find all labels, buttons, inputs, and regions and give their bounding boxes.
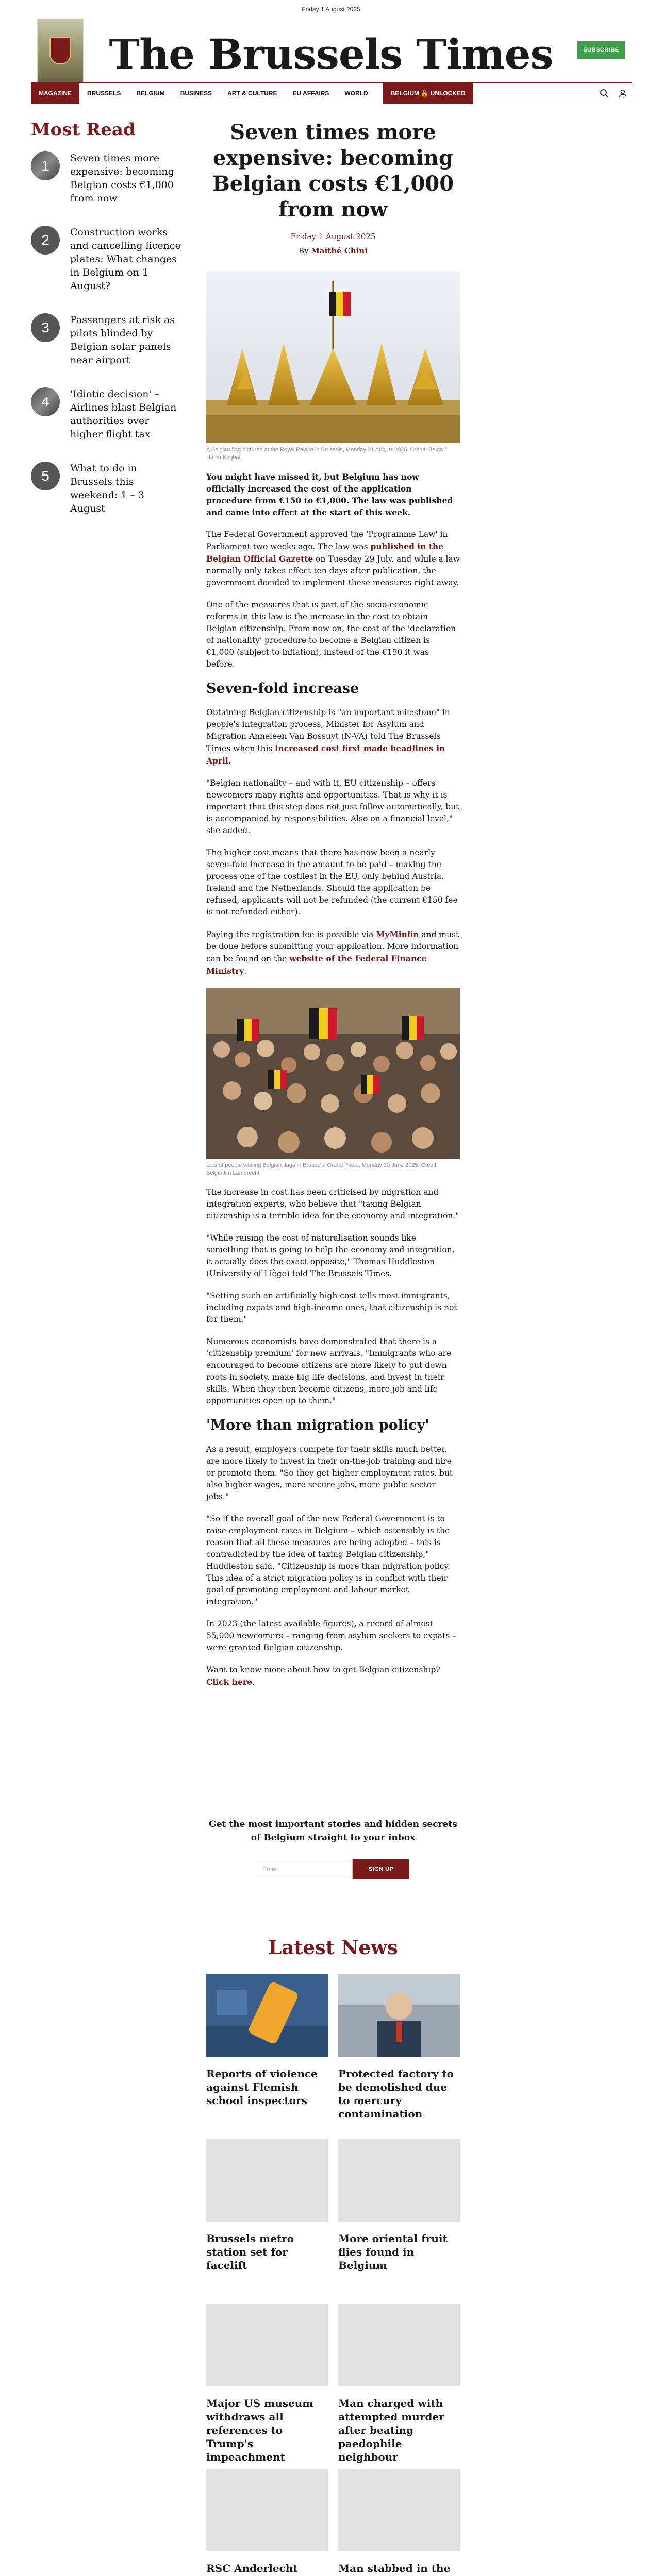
news-title[interactable]: RSC Anderlecht bbox=[206, 2562, 298, 2574]
article-paragraph: Numerous economists have demonstrated that there is a 'citizenship premium' for new arrivals. "Immigrants who are encouraged to become citizens are more likely to put down roots in society, make big life decisions, and invest in their skills. When they then become citizens, more job and life opportunities open up to them." bbox=[206, 1337, 452, 1405]
latest-news bbox=[206, 1936, 460, 2576]
article-paragraph: Want to know more about how to get Belgian citizenship? Click here. bbox=[206, 1665, 440, 1687]
click-here-link[interactable]: Click here bbox=[206, 1677, 252, 1687]
news-thumb[interactable] bbox=[338, 2139, 460, 2222]
article bbox=[206, 120, 460, 1699]
article-paragraph: In 2023 (the latest available figures), a record of almost 55,000 newcomers – ranging from asylum seekers to expats – were granted Belgian citizenship. bbox=[206, 1619, 456, 1652]
news-card[interactable] bbox=[338, 2304, 460, 2469]
site-logo[interactable]: The Brussels Times bbox=[109, 30, 553, 78]
news-card[interactable] bbox=[206, 2469, 328, 2576]
news-title[interactable]: More oriental fruit flies found in Belgium bbox=[338, 2232, 448, 2272]
april-headlines-link[interactable]: increased cost first made headlines in April bbox=[206, 743, 445, 766]
article-paragraph: Paying the registration fee is possible via MyMinfin and must be done before submitting your application. More information can be found on the website of the Federal Finance Ministry. bbox=[206, 929, 459, 976]
news-card[interactable] bbox=[206, 1974, 328, 2139]
masthead bbox=[0, 19, 662, 84]
main-nav bbox=[31, 82, 632, 103]
most-read-item[interactable] bbox=[31, 226, 181, 293]
news-card[interactable] bbox=[206, 2304, 328, 2469]
most-read-number: 5 bbox=[31, 462, 60, 490]
news-thumb[interactable] bbox=[338, 2304, 460, 2386]
news-title[interactable]: Major US museum withdraws all references to Trump's impeachment bbox=[206, 2397, 313, 2463]
most-read-sidebar bbox=[31, 120, 181, 536]
article-paragraph: The Federal Government approved the 'Programme Law' in Parliament two weeks ago. The law was published in the Belgian Official Gazette on Tuesday 29 July, and while a law normally only takes effect ten days after publication, the government decided to implement these measures right away. bbox=[206, 530, 460, 587]
most-read-item[interactable] bbox=[31, 387, 181, 441]
news-title[interactable]: Man charged with attempted murder after beating paedophile neighbour bbox=[338, 2397, 444, 2463]
article-paragraph: "Setting such an artificially high cost tells most immigrants, including expats and high-income ones, that citizenship is not for them." bbox=[206, 1291, 457, 1324]
nav-item-art-culture[interactable]: ART & CULTURE bbox=[227, 89, 277, 97]
most-read-item[interactable] bbox=[31, 313, 181, 367]
nav-item-business[interactable]: BUSINESS bbox=[180, 89, 212, 97]
newsletter-signup bbox=[206, 1818, 460, 1879]
gazette-link[interactable]: published in the Belgian Official Gazette bbox=[206, 541, 444, 564]
article-paragraph: "Belgian nationality – and with it, EU citizenship – offers newcomers many rights and opportunities. That is why it is important that this step does not just follow automatically, but is accompanied by responsibilities. Also on a financial level," she added. bbox=[206, 778, 459, 835]
article-date: Friday 1 August 2025 bbox=[290, 232, 376, 241]
news-thumb[interactable] bbox=[206, 2469, 328, 2551]
most-read-text[interactable]: 'Idiotic decision' – Airlines blast Belgian authorities over higher flight tax bbox=[70, 388, 177, 440]
hero-image bbox=[206, 271, 460, 443]
article-paragraph: "So if the overall goal of the new Federal Government is to raise employment rates in Belgium – which ostensibly is the reason that all these measures are being adopted – this is contradicted by the idea of taxing Belgian citizenship," Huddleston said. "Citizenship is more than migration policy. This idea of a strict migration policy is in conflict with their goal of promoting employment and labour market integration." bbox=[206, 1514, 450, 1606]
finance-ministry-link[interactable]: website of the Federal Finance Ministry bbox=[206, 954, 427, 976]
nav-item-belgium[interactable]: BELGIUM bbox=[136, 89, 165, 97]
most-read-text[interactable]: Seven times more expensive: becoming Belgian costs €1,000 from now bbox=[70, 152, 174, 204]
news-title[interactable]: Protected factory to be demolished due to mercury contamination bbox=[338, 2067, 454, 2120]
article-lead: You might have missed it, but Belgium has now officially increased the cost of the application procedure from €150 to €1,000. The law was published and came into effect at the start of this week. bbox=[206, 472, 453, 517]
article-paragraph: The increase in cost has been criticised by migration and integration experts, who believe that "taxing Belgian citizenship is a terrible idea for the economy and integration." bbox=[206, 1188, 459, 1221]
most-read-thumb: 4 bbox=[31, 387, 60, 416]
news-thumb[interactable] bbox=[206, 1974, 328, 2057]
most-read-item[interactable] bbox=[31, 462, 181, 515]
crowd-image bbox=[206, 988, 460, 1159]
user-icon[interactable] bbox=[618, 88, 628, 98]
top-date: Friday 1 August 2025 bbox=[302, 6, 360, 13]
article-headline: Seven times more expensive: becoming Belgian costs €1,000 from now bbox=[212, 120, 454, 222]
nav-item-magazine[interactable]: MAGAZINE bbox=[31, 83, 79, 104]
most-read-title: Most Read bbox=[31, 120, 136, 140]
article-paragraph: One of the measures that is part of the socio-economic reforms in this law is the increase in the cost to obtain Belgian citizenship. From now on, the cost of the 'declaration of nationality' procedure to become a Belgian citizen is €1,000 (subject to inflation), instead of the €150 it was before. bbox=[206, 600, 456, 669]
news-thumb[interactable] bbox=[338, 1974, 460, 2057]
sign-up-button[interactable]: SIGN UP bbox=[353, 1859, 409, 1879]
nav-item-brussels[interactable]: BRUSSELS bbox=[87, 89, 121, 97]
news-card[interactable] bbox=[338, 2139, 460, 2304]
byline: By Maïthé Chini bbox=[298, 246, 368, 256]
most-read-number: 2 bbox=[31, 226, 60, 255]
nav-item-eu-affairs[interactable]: EU AFFAIRS bbox=[292, 89, 329, 97]
most-read-text[interactable]: What to do in Brussels this weekend: 1 – 3 August bbox=[70, 463, 145, 514]
most-read-thumb: 1 bbox=[31, 151, 60, 180]
news-title[interactable]: Reports of violence against Flemish school inspectors bbox=[206, 2067, 318, 2107]
most-read-text[interactable]: Passengers at risk as pilots blinded by Belgian solar panels near airport bbox=[70, 314, 175, 366]
email-input[interactable]: Email bbox=[257, 1859, 353, 1879]
author-link[interactable]: Maïthé Chini bbox=[311, 246, 368, 256]
article-paragraph: Obtaining Belgian citizenship is "an important milestone" in people's integration process, Minister for Asylum and Migration Anneleen Van Bossuyt (N-VA) told The Brussels Times when this increased cost first made headlines in April. bbox=[206, 708, 450, 766]
news-thumb[interactable] bbox=[206, 2304, 328, 2386]
myminfin-link[interactable]: MyMinfin bbox=[376, 929, 419, 939]
article-paragraph: As a result, employers compete for their skills much better, are more likely to invest in their on-the-job training and hire or promote them. "So they get higher employment rates, but also higher wages, more secure jobs, more public sector jobs." bbox=[206, 1445, 453, 1501]
news-thumb[interactable] bbox=[338, 2469, 460, 2551]
news-card[interactable] bbox=[338, 2469, 460, 2576]
nav-item-belgium-unlocked[interactable]: BELGIUM 🔓 UNLOCKED bbox=[383, 83, 473, 104]
subheading: 'More than migration policy' bbox=[206, 1417, 429, 1433]
news-thumb[interactable] bbox=[206, 2139, 328, 2222]
hero-caption: A Belgian flag pictured at the Royal Palace in Brussels, Monday 21 August 2025. Credit: Belga / Hatim Kaghat bbox=[206, 447, 446, 461]
news-card[interactable] bbox=[206, 2139, 328, 2304]
search-icon[interactable] bbox=[599, 88, 609, 98]
news-title[interactable]: Brussels metro station set for facelift bbox=[206, 2232, 294, 2272]
nav-item-world[interactable]: WORLD bbox=[344, 89, 368, 97]
article-paragraph: "While raising the cost of naturalisation sounds like something that is going to help the economy and integration, it actually does the exact opposite," Thomas Huddleston (University of Liège) told The Brussels Times. bbox=[206, 1233, 455, 1278]
news-card[interactable] bbox=[338, 1974, 460, 2139]
newsletter-title: Get the most important stories and hidden secrets of Belgium straight to your inbox bbox=[209, 1819, 457, 1843]
news-title[interactable]: Man stabbed in the bbox=[338, 2562, 451, 2574]
most-read-item[interactable] bbox=[31, 151, 181, 205]
latest-news-title: Latest News bbox=[268, 1936, 398, 1959]
article-paragraph: The higher cost means that there has now been a nearly seven-fold increase in the amount to be paid – making the process one of the costliest in the EU, only behind Austria, Ireland and the Netherlands. Should the application be refused, applicants will not be refunded (the current €150 fee is not refunded either). bbox=[206, 848, 458, 917]
subheading: Seven-fold increase bbox=[206, 681, 359, 697]
most-read-text[interactable]: Construction works and cancelling licence plates: What changes in Belgium on 1 August? bbox=[70, 227, 181, 292]
most-read-number: 3 bbox=[31, 313, 60, 342]
subscribe-button[interactable]: SUBSCRIBE bbox=[577, 41, 625, 59]
crowd-caption: Lots of people waving Belgian flags in Brussels' Grand Place, Monday 30 June 2025. Credit: Belga/Jim Lambrecht bbox=[206, 1162, 438, 1176]
